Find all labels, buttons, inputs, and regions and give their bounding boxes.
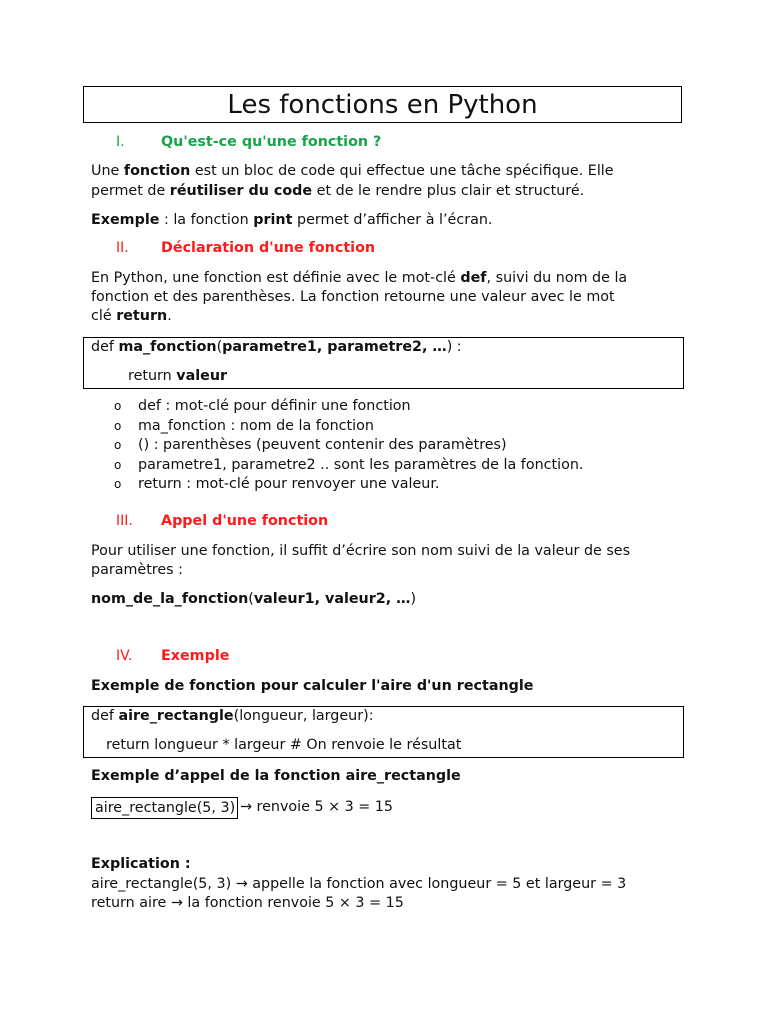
- explanation-line-2: return aire → la fonction renvoie 5 × 3 = 15: [91, 895, 404, 911]
- section-title: Déclaration d'une fonction: [161, 240, 376, 256]
- text: def : mot-clé pour définir une fonction: [138, 398, 411, 414]
- text: En Python, une fonction est définie avec le mot-clé: [91, 270, 461, 286]
- intro-line-1: [91, 162, 614, 181]
- example-line: [91, 211, 492, 230]
- call-syntax: [91, 590, 416, 609]
- bold-text: fonction: [123, 163, 191, 179]
- list-item: [114, 397, 583, 417]
- decl-line-1: [91, 269, 627, 288]
- bold-text: réutiliser du code: [169, 183, 313, 199]
- text: .: [167, 308, 172, 324]
- code-line-2: return longueur * largeur # On renvoie le résultat: [106, 737, 462, 753]
- bullet-marker: o: [114, 477, 122, 491]
- section-title: Qu'est-ce qu'une fonction ?: [161, 134, 382, 150]
- section-number: III.: [116, 513, 133, 529]
- bullet-marker: o: [114, 438, 122, 452]
- section-number: I.: [116, 134, 125, 150]
- text: et de le rendre plus clair et structuré.: [312, 183, 585, 199]
- call-code-box: aire_rectangle(5, 3): [91, 797, 238, 819]
- section-title: Exemple: [161, 648, 230, 664]
- text: return: [128, 368, 177, 384]
- list-item: [114, 436, 583, 456]
- bullet-list: [114, 397, 583, 495]
- code-line-2: [128, 367, 227, 386]
- text: : la fonction: [159, 212, 254, 228]
- bold-text: print: [253, 212, 293, 228]
- text: (: [248, 591, 254, 607]
- bold-text: ma_fonction: [118, 339, 217, 355]
- text: def: [91, 339, 119, 355]
- section-1-heading: [116, 134, 125, 150]
- text: (longueur, largeur):: [233, 708, 374, 724]
- page-title: Les fonctions en Python: [83, 86, 682, 123]
- text: (: [216, 339, 223, 355]
- text: , suivi du nom de la: [486, 270, 628, 286]
- bold-text: def: [460, 270, 487, 286]
- intro-line-2: [91, 182, 584, 201]
- decl-line-3: [91, 307, 172, 326]
- bullet-marker: o: [114, 399, 122, 413]
- code-line-1: [91, 338, 462, 357]
- text: ma_fonction : nom de la fonction: [138, 417, 374, 434]
- bullet-marker: o: [114, 457, 122, 472]
- call-result: → renvoie 5 × 3 = 15: [240, 799, 393, 815]
- list-item: [114, 417, 583, 437]
- call-line-1: Pour utiliser une fonction, il suffit d’écrire son nom suivi de la valeur de ses: [91, 543, 631, 559]
- text: parametre1, parametre2 .. sont les paramètres de la fonction.: [138, 456, 584, 473]
- list-item: [114, 475, 583, 495]
- section-title: Appel d'une fonction: [161, 513, 329, 529]
- text: Une: [91, 163, 124, 179]
- explanation-title: Explication :: [91, 856, 191, 872]
- bold-text: parametre1, parametre2, …: [222, 339, 447, 355]
- section-number: IV.: [116, 648, 133, 664]
- text: permet d’afficher à l’écran.: [292, 212, 493, 228]
- call-example-title: Exemple d’appel de la fonction aire_rectangle: [91, 768, 461, 784]
- call-line-2: paramètres :: [91, 562, 183, 578]
- text: clé: [91, 308, 117, 324]
- bold-text: valeur1, valeur2, …: [253, 591, 411, 607]
- text: () : parenthèses (peuvent contenir des paramètres): [138, 437, 507, 453]
- list-item: [114, 456, 583, 476]
- bold-text: Exemple: [91, 212, 160, 228]
- bold-text: valeur: [176, 368, 228, 384]
- section-number: II.: [116, 240, 129, 256]
- text: return : mot-clé pour renvoyer une valeur.: [138, 476, 440, 492]
- text: est un bloc de code qui effectue une tâche spécifique. Elle: [190, 163, 614, 179]
- explanation-line-1: aire_rectangle(5, 3) → appelle la fonction avec longueur = 5 et largeur = 3: [91, 876, 627, 892]
- text: permet de: [91, 183, 170, 199]
- example-subtitle: Exemple de fonction pour calculer l'aire d'un rectangle: [91, 678, 534, 694]
- text: ): [410, 591, 417, 607]
- decl-line-2: fonction et des parenthèses. La fonction retourne une valeur avec le mot: [91, 289, 615, 305]
- bold-text: aire_rectangle: [118, 708, 234, 724]
- bold-text: return: [116, 308, 168, 324]
- bold-text: nom_de_la_fonction: [91, 591, 249, 607]
- code-line-1: [91, 707, 374, 726]
- text: def: [91, 708, 119, 724]
- text: ) :: [446, 339, 462, 355]
- bullet-marker: o: [114, 418, 122, 433]
